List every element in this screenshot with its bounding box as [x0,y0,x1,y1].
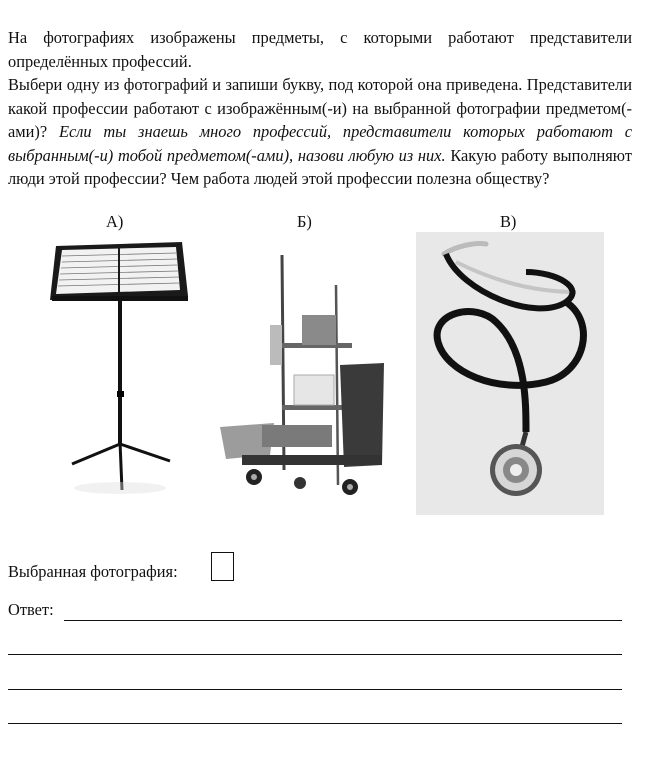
task-question-end: Какую работу выполняют люди этой профессии? Чем работа людей этой профессии полезна обществу? [8,145,632,188]
task-intro: На фотографиях изображены предметы, с которыми работают представители определённых профессий. [8,28,632,71]
task-instructions [8,73,632,191]
chosen-photo-label: Выбранная фотография: [8,562,178,581]
answer-line-3[interactable] [8,689,622,690]
task-hint-italic: Если ты знаешь много профессий, представители которых работают с выбранным(-и) тобой предметом(-ами), назови любую из них. [8,122,633,165]
music-stand-icon [40,236,192,498]
stethoscope-icon [416,232,604,515]
answer-label: Ответ: [8,600,54,619]
cleaning-cart-icon [212,255,390,500]
task-question: Выбери одну из фотографий и запиши букву, под которой она приведена. Представители какой профессии работают с изображённым(-и) на выбранной фотографии предметом(-ами)? [8,75,632,141]
photo-label-v: В) [500,212,517,231]
answer-line-1[interactable] [64,620,622,621]
photo-label-a: А) [106,212,124,231]
answer-line-2[interactable] [8,654,622,655]
task-text [8,26,632,191]
answer-line-4[interactable] [8,723,622,724]
photo-label-b: Б) [297,212,312,231]
chosen-photo-box[interactable] [211,552,234,581]
